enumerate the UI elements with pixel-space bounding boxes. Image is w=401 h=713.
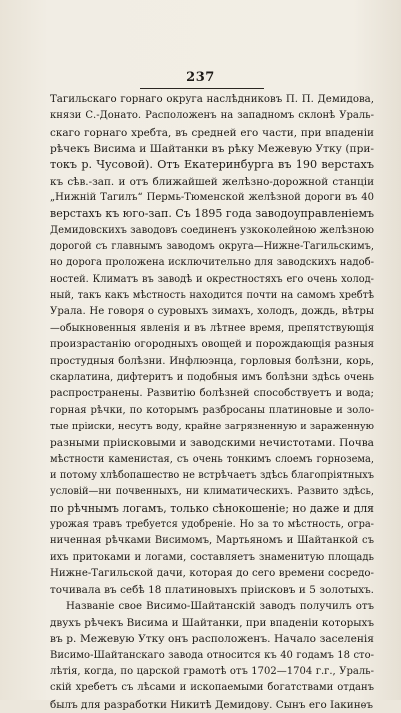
text-line: къ сѣв.-зап. и отъ ближайшей желѣзно-дорожной станціи [50, 175, 374, 188]
text-line: произрастанію огородныхъ овощей и порождающія разныя [50, 339, 374, 351]
text-line: ниченная рѣчками Висимомъ, Мартьяномъ и Шайтанкой съ [50, 535, 374, 547]
text-line: простудныя болѣзни. Инфлюэнца, горловыя болѣзни, корь, [50, 355, 374, 367]
text-line: Нижне-Тагильской дачи, которая до сего времени сосредо- [50, 567, 374, 579]
text-line: разными пріисковыми и заводскими нечистотами. Почва [50, 437, 374, 450]
text-line: скій хребетъ съ лѣсами и ископаемыми богатствами отданъ [50, 682, 374, 694]
text-line: скаго горнаго хребта, въ средней его части, при впаденіи [50, 126, 374, 139]
text-line: лѣтія, когда, по царской грамотѣ отъ 1702—1704 г.г., Ураль- [50, 666, 374, 678]
text-line: тые пріиски, несутъ воду, крайне загрязненную и зараженную [50, 420, 374, 432]
body-text [50, 92, 374, 713]
text-line: „Нижній Тагилъ“ Пермь-Тюменской желѣзной дороги въ 40 [50, 192, 374, 204]
text-line: условій—ни почвенныхъ, ни климатическихъ. Развито здѣсь, [50, 486, 374, 498]
header-rule [140, 88, 264, 89]
text-line: но дорога проложена исключительно для заводскихъ надоб- [50, 257, 374, 269]
text-line: Демидовскихъ заводовъ соединенъ узкоколейною желѣзною [50, 224, 374, 236]
text-line: горная рѣчки, по которымъ разбросаны платиновые и золо- [50, 404, 374, 416]
text-line: Висимо-Шайтанскаго завода относится къ 40 годамъ 18 сто- [50, 649, 374, 661]
text-line: князи С.-Донато. Расположенъ на западномъ склонѣ Ураль- [50, 110, 374, 122]
text-line: токъ р. Чусовой). Отъ Екатеринбурга въ 190 верстахъ [50, 158, 374, 172]
text-line: дорогой съ главнымъ заводомъ округа—Нижне-Тагильскимъ, [50, 241, 374, 253]
text-line: ностей. Климатъ въ заводѣ и окрестностяхъ его очень холод- [50, 273, 374, 285]
text-line: скарлатина, дифтеритъ и подобныя имъ болѣзни здѣсь очень [50, 371, 374, 383]
text-line: —обыкновенныя явленія и въ лѣтнее время, препятствующія [50, 322, 374, 334]
text-line: Урала. Не говоря о суровыхъ зимахъ, холодъ, дождь, вѣтры [50, 306, 374, 318]
page-number: 237 [186, 70, 215, 85]
text-line: по рѣчнымъ логамъ, только сѣнокошеніе; но даже и для [50, 501, 374, 515]
text-line: двухъ рѣчекъ Висима и Шайтанки, при впаденіи которыхъ [50, 617, 374, 629]
text-line: въ р. Межевую Утку онъ расположенъ. Начало заселенія [50, 633, 374, 646]
text-line: ихъ притоками и логами, составляетъ знаменитую площадь [50, 551, 374, 563]
text-line: урожая травъ требуется удобреніе. Но за то мѣстность, огра- [50, 518, 374, 530]
text-line: мѣстности каменистая, съ очень тонкимъ слоемъ горнозема, [50, 453, 374, 465]
text-line: и потому хлѣбопашество не встрѣчаетъ здѣсь благопріятныхъ [50, 469, 374, 481]
text-line: точивала въ себѣ 18 платиновыхъ пріисковъ и 5 золотыхъ. [50, 584, 374, 597]
text-line: верстахъ къ юго-зап. Съ 1895 года заводоуправленіемъ [50, 207, 374, 221]
text-line: Названіе свое Висимо-Шайтанскій заводъ получилъ отъ [66, 600, 374, 612]
text-line: Тагильскаго горнаго округа наслѣдниковъ П. П. Демидова, [50, 94, 374, 105]
text-line: распространены. Развитію болѣзней способствуетъ и вода; [50, 388, 374, 400]
text-line: рѣчекъ Висима и Шайтанки въ рѣку Межевую Утку (при- [50, 143, 374, 156]
text-line: ный, такъ какъ мѣстность находится почти на самомъ хребтѣ [50, 290, 374, 302]
text-line: былъ для разработки Никитѣ Демидову. Сынъ его Іакинѳъ [50, 698, 373, 711]
